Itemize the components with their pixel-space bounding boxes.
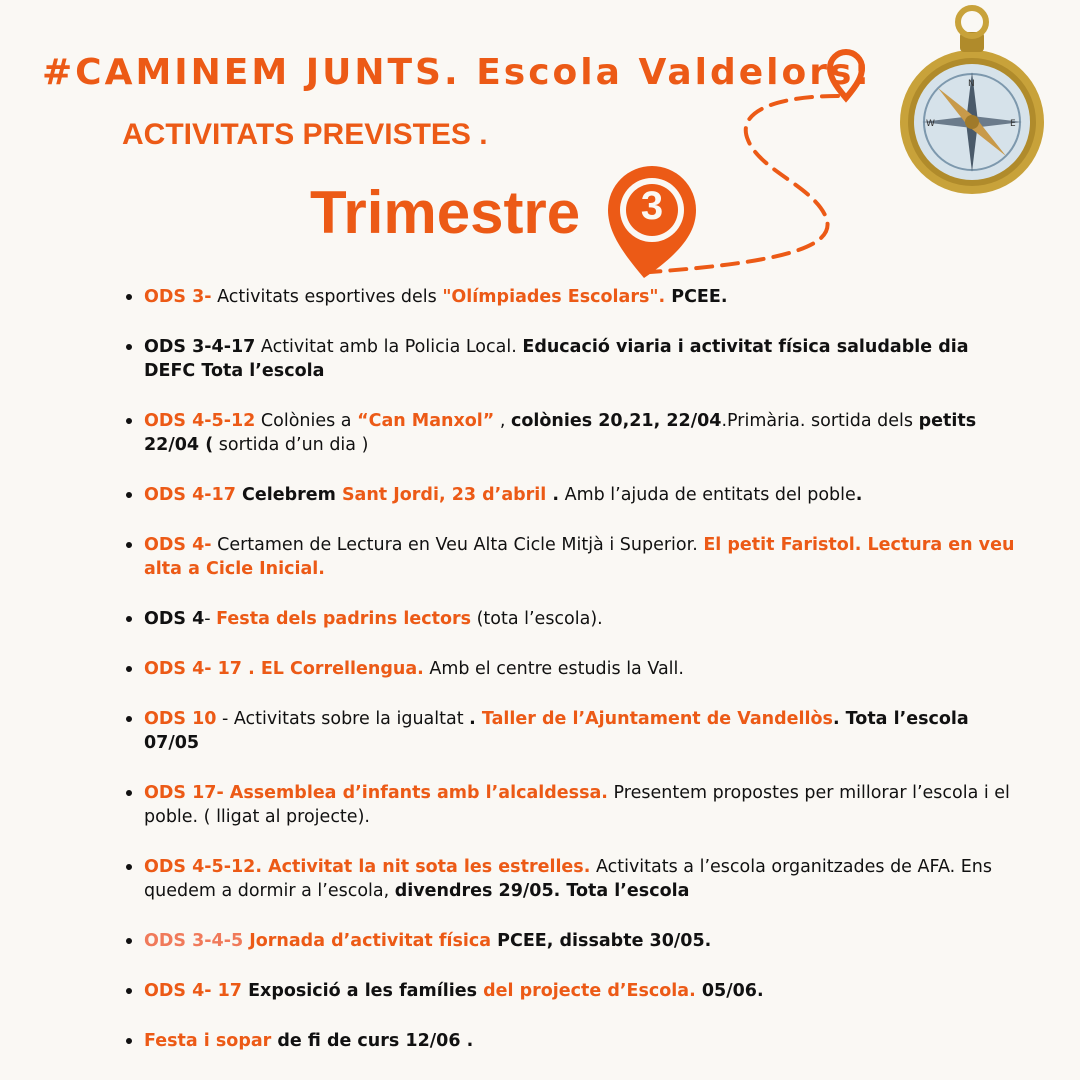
trimestre-number: 3: [640, 184, 664, 228]
list-item-text: PCEE.: [665, 287, 728, 307]
list-item-text: ODS 4-5-12. Activitat la nit sota les estrelles.: [144, 857, 591, 877]
list-item-text: ODS 3-: [144, 287, 212, 307]
list-item-text: Jornada d’activitat física: [243, 931, 492, 951]
list-item-text: petits 22/04 (: [144, 411, 977, 455]
list-item: [122, 1029, 1022, 1053]
list-item-text: - Activitats sobre la igualtat: [216, 709, 470, 729]
list-item-text: sortida d’un dia ): [213, 435, 369, 455]
list-item-text: colònies 20,21, 22/04: [511, 411, 722, 431]
list-item-text: Sant Jordi, 23 d’abril: [341, 485, 547, 505]
list-item: [122, 483, 1022, 507]
list-item-text: ODS 4: [144, 609, 205, 629]
list-item: [122, 781, 1022, 829]
list-item-text: .: [469, 709, 482, 729]
list-item-text: ODS 10: [144, 709, 217, 729]
list-item: [122, 607, 1022, 631]
list-item-text: “Can Manxol”: [357, 411, 495, 431]
page-subtitle: ACTIVITATS PREVISTES .: [122, 118, 488, 151]
list-item-text: ODS 3-4-5: [144, 931, 244, 951]
list-item-text: PCEE, dissabte 30/05.: [491, 931, 712, 951]
svg-text:E: E: [1010, 119, 1016, 129]
list-item: [122, 409, 1022, 457]
list-item-text: Festa dels padrins lectors: [216, 609, 472, 629]
list-item-text: ODS 4- 17 . EL Correllengua.: [144, 659, 424, 679]
list-item: [122, 335, 1022, 383]
list-item-text: de fi de curs 12/06 .: [271, 1031, 474, 1051]
list-item-text: ODS 4-5-12: [144, 411, 256, 431]
list-item-text: 05/06.: [695, 981, 764, 1001]
list-item-text: Exposició a les famílies: [242, 981, 484, 1001]
list-item-text: del projecte d’Escola.: [483, 981, 696, 1001]
list-item-text: -: [204, 609, 217, 629]
list-item-text: El petit Faristol. Lectura en veu alta a Cicle Inicial.: [144, 535, 1015, 579]
list-item-text: ODS 4- 17: [144, 981, 242, 1001]
list-item: [122, 979, 1022, 1003]
list-item: [122, 929, 1022, 953]
list-item-text: Taller de l’Ajuntament de Vandellòs: [481, 709, 833, 729]
list-item: [122, 533, 1022, 581]
list-item-text: .Primària. sortida dels: [721, 411, 919, 431]
activity-list: [122, 285, 1022, 1079]
list-item-text: ODS 3-4-17: [144, 337, 256, 357]
page-title: #CAMINEM JUNTS. Escola Valdelors:: [42, 52, 872, 93]
list-item-text: ODS 17- Assemblea d’infants amb l’alcaldessa.: [144, 783, 608, 803]
list-item-text: Festa i sopar: [144, 1031, 272, 1051]
trimestre-label: Trimestre: [310, 179, 581, 246]
list-item-text: Activitats esportives dels: [211, 287, 443, 307]
list-item-text: .: [546, 485, 560, 505]
list-item-text: . Tota l’escola 07/05: [144, 709, 969, 753]
list-item: [122, 285, 1022, 309]
list-item: [122, 707, 1022, 755]
list-item-text: Amb l’ajuda de entitats del poble: [559, 485, 856, 505]
list-item-text: .: [855, 485, 863, 505]
list-item: [122, 657, 1022, 681]
list-item-text: Presentem propostes per millorar l’escola i el poble. ( lligat al projecte).: [144, 783, 1010, 827]
svg-text:N: N: [968, 79, 975, 89]
list-item: [122, 855, 1022, 903]
svg-text:W: W: [926, 119, 935, 129]
list-item-text: Activitats a l’escola organitzades de AFA. Ens quedem a dormir a l’escola,: [144, 857, 992, 901]
list-item-text: Amb el centre estudis la Vall.: [423, 659, 684, 679]
list-item-text: ODS 4-17: [144, 485, 236, 505]
list-item-text: Activitat amb la Policia Local.: [255, 337, 523, 357]
list-item-text: divendres 29/05. Tota l’escola: [394, 881, 690, 901]
compass-icon: [900, 8, 1044, 194]
list-item-text: Celebrem: [235, 485, 342, 505]
list-item-text: ,: [494, 411, 511, 431]
list-item-text: Colònies a: [255, 411, 358, 431]
list-item-text: (tota l’escola).: [471, 609, 603, 629]
list-item-text: ODS 4-: [144, 535, 212, 555]
list-item-text: Educació viaria i activitat física saludable dia DEFC Tota l’escola: [144, 337, 969, 381]
list-item-text: "Olímpiades Escolars".: [442, 287, 666, 307]
list-item-text: Certamen de Lectura en Veu Alta Cicle Mitjà i Superior.: [211, 535, 704, 555]
